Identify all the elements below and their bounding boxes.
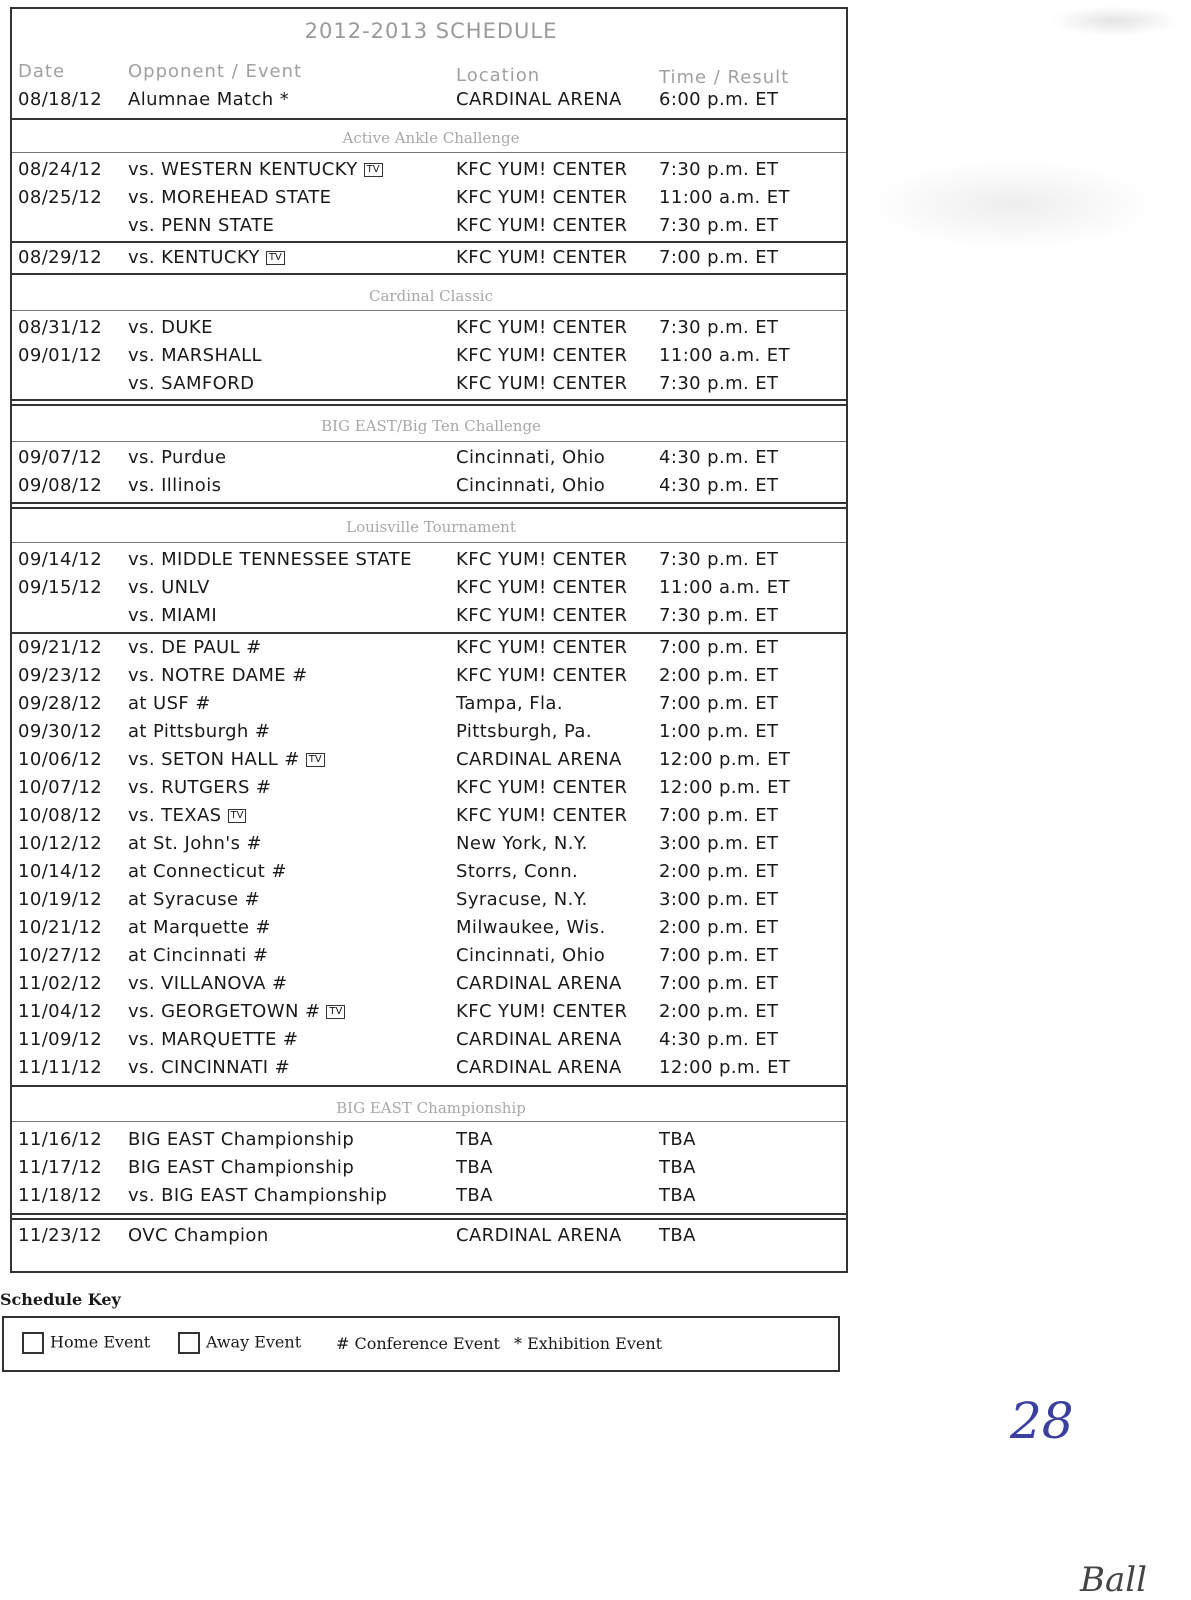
tv-icon: TV — [266, 251, 285, 265]
table-row — [12, 577, 850, 605]
cell-opponent: BIG EAST Championship — [128, 1129, 355, 1150]
cell-date: 09/28/12 — [18, 693, 103, 714]
cell-location: TBA — [456, 1157, 493, 1178]
cell-time: 3:00 p.m. ET — [659, 833, 779, 854]
cell-time: TBA — [659, 1129, 696, 1150]
cell-time: 7:00 p.m. ET — [659, 637, 779, 658]
cell-opponent: vs. KENTUCKY TV — [128, 247, 285, 268]
cell-location: KFC YUM! CENTER — [456, 373, 628, 394]
cell-time: 2:00 p.m. ET — [659, 917, 779, 938]
divider — [12, 1085, 846, 1087]
cell-location: Milwaukee, Wis. — [456, 917, 606, 938]
cell-date: 08/29/12 — [18, 247, 103, 268]
cell-time: 11:00 a.m. ET — [659, 577, 790, 598]
cell-time: 7:30 p.m. ET — [659, 317, 779, 338]
scan-smudge-top — [1050, 6, 1180, 36]
table-row — [12, 665, 850, 693]
table-row — [12, 1057, 850, 1085]
handwritten-scrawl: Ball — [1080, 1560, 1148, 1600]
cell-time: 4:30 p.m. ET — [659, 447, 779, 468]
divider — [12, 441, 846, 442]
cell-opponent: vs. CINCINNATI # — [128, 1057, 291, 1078]
table-row — [12, 549, 850, 577]
handwritten-page-number: 28 — [1010, 1392, 1074, 1450]
cell-date: 08/24/12 — [18, 159, 103, 180]
cell-time: TBA — [659, 1225, 696, 1246]
cell-location: Pittsburgh, Pa. — [456, 721, 592, 742]
cell-date: 11/11/12 — [18, 1057, 103, 1078]
cell-date: 11/16/12 — [18, 1129, 103, 1150]
divider — [12, 399, 846, 401]
tv-icon: TV — [228, 809, 247, 823]
cell-date: 11/09/12 — [18, 1029, 103, 1050]
header-date: Date — [18, 61, 66, 82]
divider — [12, 404, 846, 406]
cell-opponent: vs. DE PAUL # — [128, 637, 262, 658]
cell-opponent: vs. SETON HALL # TV — [128, 749, 325, 770]
cell-location: CARDINAL ARENA — [456, 1057, 622, 1078]
cell-location: CARDINAL ARENA — [456, 973, 622, 994]
cell-date: 10/06/12 — [18, 749, 103, 770]
cell-location: Cincinnati, Ohio — [456, 447, 606, 468]
cell-location: KFC YUM! CENTER — [456, 637, 628, 658]
schedule-title: 2012-2013 SCHEDULE — [304, 19, 558, 43]
key-home: Home Event — [22, 1332, 150, 1354]
cell-time: 4:30 p.m. ET — [659, 475, 779, 496]
cell-location: KFC YUM! CENTER — [456, 215, 628, 236]
divider — [12, 632, 846, 634]
table-row — [12, 1001, 850, 1029]
table-row — [12, 1225, 850, 1253]
cell-date: 10/12/12 — [18, 833, 103, 854]
cell-location: Storrs, Conn. — [456, 861, 579, 882]
cell-location: CARDINAL ARENA — [456, 749, 622, 770]
cell-date: 09/01/12 — [18, 345, 103, 366]
cell-opponent: vs. MIAMI — [128, 605, 218, 626]
schedule-key — [2, 1316, 840, 1372]
cell-location: New York, N.Y. — [456, 833, 588, 854]
cell-time: TBA — [659, 1185, 696, 1206]
cell-opponent: vs. MIDDLE TENNESSEE STATE — [128, 549, 412, 570]
cell-opponent: vs. MARQUETTE # — [128, 1029, 299, 1050]
cell-location: KFC YUM! CENTER — [456, 605, 628, 626]
table-row — [12, 945, 850, 973]
divider — [12, 273, 846, 275]
divider — [12, 1218, 846, 1220]
divider — [12, 118, 846, 120]
cell-time: 2:00 p.m. ET — [659, 665, 779, 686]
divider — [12, 542, 846, 543]
table-row — [12, 721, 850, 749]
cell-opponent: vs. PENN STATE — [128, 215, 275, 236]
cell-location: TBA — [456, 1129, 493, 1150]
cell-opponent: at Pittsburgh # — [128, 721, 271, 742]
cell-opponent: vs. BIG EAST Championship — [128, 1185, 388, 1206]
cell-location: KFC YUM! CENTER — [456, 577, 628, 598]
cell-location: CARDINAL ARENA — [456, 1225, 622, 1246]
table-row — [12, 317, 850, 345]
table-row — [12, 1157, 850, 1185]
cell-opponent: vs. Illinois — [128, 475, 222, 496]
key-away: Away Event — [178, 1332, 301, 1354]
cell-location: KFC YUM! CENTER — [456, 247, 628, 268]
table-row — [12, 637, 850, 665]
cell-opponent: vs. Purdue — [128, 447, 227, 468]
cell-date: 09/15/12 — [18, 577, 103, 598]
cell-date: 09/14/12 — [18, 549, 103, 570]
cell-opponent: vs. NOTRE DAME # — [128, 665, 308, 686]
divider — [12, 1213, 846, 1215]
tournament-label: Louisville Tournament — [346, 518, 516, 536]
cell-location: Tampa, Fla. — [456, 693, 563, 714]
schedule-table — [10, 7, 848, 1273]
cell-opponent: at Connecticut # — [128, 861, 287, 882]
cell-opponent: vs. GEORGETOWN # TV — [128, 1001, 345, 1022]
cell-date: 10/19/12 — [18, 889, 103, 910]
divider — [12, 502, 846, 504]
cell-location: CARDINAL ARENA — [456, 89, 622, 110]
cell-location: KFC YUM! CENTER — [456, 549, 628, 570]
table-row — [12, 889, 850, 917]
cell-location: KFC YUM! CENTER — [456, 159, 628, 180]
cell-time: TBA — [659, 1157, 696, 1178]
table-row — [12, 777, 850, 805]
cell-time: 2:00 p.m. ET — [659, 1001, 779, 1022]
cell-time: 7:00 p.m. ET — [659, 805, 779, 826]
cell-date: 11/18/12 — [18, 1185, 103, 1206]
cell-date: 10/27/12 — [18, 945, 103, 966]
schedule-key-title: Schedule Key — [0, 1290, 121, 1309]
tv-icon: TV — [306, 753, 325, 767]
tournament-label: Cardinal Classic — [369, 287, 493, 305]
cell-location: KFC YUM! CENTER — [456, 1001, 628, 1022]
header-opponent: Opponent / Event — [128, 61, 303, 82]
cell-date: 10/08/12 — [18, 805, 103, 826]
cell-time: 7:00 p.m. ET — [659, 973, 779, 994]
cell-date: 08/25/12 — [18, 187, 103, 208]
cell-time: 7:30 p.m. ET — [659, 373, 779, 394]
tournament-label: BIG EAST Championship — [336, 1099, 526, 1117]
table-row — [12, 805, 850, 833]
divider — [12, 1121, 846, 1122]
cell-location: TBA — [456, 1185, 493, 1206]
header-location: Location — [456, 65, 541, 86]
cell-location: KFC YUM! CENTER — [456, 665, 628, 686]
cell-time: 12:00 p.m. ET — [659, 1057, 791, 1078]
cell-time: 7:30 p.m. ET — [659, 549, 779, 570]
cell-opponent: at Syracuse # — [128, 889, 261, 910]
cell-time: 1:00 p.m. ET — [659, 721, 779, 742]
table-row — [12, 605, 850, 633]
cell-location: Syracuse, N.Y. — [456, 889, 588, 910]
cell-date: 09/30/12 — [18, 721, 103, 742]
tournament-label: BIG EAST/Big Ten Challenge — [321, 417, 541, 435]
cell-date: 09/08/12 — [18, 475, 103, 496]
table-row — [12, 247, 850, 275]
cell-time: 7:00 p.m. ET — [659, 945, 779, 966]
cell-time: 7:00 p.m. ET — [659, 247, 779, 268]
cell-date: 11/17/12 — [18, 1157, 103, 1178]
cell-opponent: vs. VILLANOVA # — [128, 973, 288, 994]
cell-opponent: vs. SAMFORD — [128, 373, 255, 394]
cell-time: 4:30 p.m. ET — [659, 1029, 779, 1050]
cell-date: 11/02/12 — [18, 973, 103, 994]
away-square-icon — [178, 1332, 200, 1354]
cell-location: KFC YUM! CENTER — [456, 345, 628, 366]
cell-date: 09/23/12 — [18, 665, 103, 686]
key-exhibition: * Exhibition Event — [514, 1334, 663, 1353]
key-conference: # Conference Event — [336, 1334, 500, 1353]
cell-date: 09/07/12 — [18, 447, 103, 468]
table-row — [12, 693, 850, 721]
table-row — [12, 861, 850, 889]
table-row — [12, 475, 850, 503]
cell-time: 7:30 p.m. ET — [659, 159, 779, 180]
table-row — [12, 1029, 850, 1057]
cell-date: 10/14/12 — [18, 861, 103, 882]
cell-time: 12:00 p.m. ET — [659, 749, 791, 770]
cell-time: 3:00 p.m. ET — [659, 889, 779, 910]
cell-opponent: OVC Champion — [128, 1225, 269, 1246]
cell-opponent: Alumnae Match * — [128, 89, 290, 110]
cell-location: KFC YUM! CENTER — [456, 187, 628, 208]
cell-location: Cincinnati, Ohio — [456, 475, 606, 496]
cell-opponent: vs. TEXAS TV — [128, 805, 246, 826]
cell-time: 12:00 p.m. ET — [659, 777, 791, 798]
table-row — [12, 159, 850, 187]
tv-icon: TV — [326, 1005, 345, 1019]
cell-location: KFC YUM! CENTER — [456, 317, 628, 338]
cell-location: KFC YUM! CENTER — [456, 805, 628, 826]
tournament-label: Active Ankle Challenge — [342, 129, 520, 147]
divider — [12, 507, 846, 509]
table-row — [12, 373, 850, 401]
divider — [12, 241, 846, 243]
cell-time: 7:30 p.m. ET — [659, 605, 779, 626]
cell-opponent: vs. UNLV — [128, 577, 210, 598]
table-row — [12, 89, 850, 117]
cell-opponent: vs. MOREHEAD STATE — [128, 187, 332, 208]
cell-date: 11/23/12 — [18, 1225, 103, 1246]
divider — [12, 310, 846, 311]
cell-time: 6:00 p.m. ET — [659, 89, 779, 110]
table-row — [12, 973, 850, 1001]
table-row — [12, 1129, 850, 1157]
table-row — [12, 187, 850, 215]
tv-icon: TV — [364, 163, 383, 177]
home-square-icon — [22, 1332, 44, 1354]
table-row — [12, 1185, 850, 1213]
cell-date: 09/21/12 — [18, 637, 103, 658]
cell-time: 2:00 p.m. ET — [659, 861, 779, 882]
cell-location: KFC YUM! CENTER — [456, 777, 628, 798]
table-row — [12, 749, 850, 777]
cell-date: 11/04/12 — [18, 1001, 103, 1022]
cell-time: 11:00 a.m. ET — [659, 345, 790, 366]
cell-date: 08/31/12 — [18, 317, 103, 338]
cell-time: 7:30 p.m. ET — [659, 215, 779, 236]
table-row — [12, 833, 850, 861]
scan-smudge — [868, 160, 1158, 250]
divider — [12, 152, 846, 153]
cell-time: 11:00 a.m. ET — [659, 187, 790, 208]
cell-date: 10/07/12 — [18, 777, 103, 798]
table-row — [12, 215, 850, 243]
cell-date: 08/18/12 — [18, 89, 103, 110]
cell-opponent: BIG EAST Championship — [128, 1157, 355, 1178]
table-row — [12, 917, 850, 945]
cell-opponent: at Marquette # — [128, 917, 271, 938]
cell-opponent: vs. MARSHALL — [128, 345, 262, 366]
cell-opponent: at USF # — [128, 693, 211, 714]
cell-opponent: vs. WESTERN KENTUCKY TV — [128, 159, 383, 180]
cell-location: CARDINAL ARENA — [456, 1029, 622, 1050]
cell-opponent: at St. John's # — [128, 833, 263, 854]
cell-opponent: vs. DUKE — [128, 317, 213, 338]
cell-opponent: vs. RUTGERS # — [128, 777, 272, 798]
header-time: Time / Result — [659, 67, 790, 88]
cell-date: 10/21/12 — [18, 917, 103, 938]
cell-time: 7:00 p.m. ET — [659, 693, 779, 714]
cell-opponent: at Cincinnati # — [128, 945, 269, 966]
table-row — [12, 345, 850, 373]
table-row — [12, 447, 850, 475]
cell-location: Cincinnati, Ohio — [456, 945, 606, 966]
